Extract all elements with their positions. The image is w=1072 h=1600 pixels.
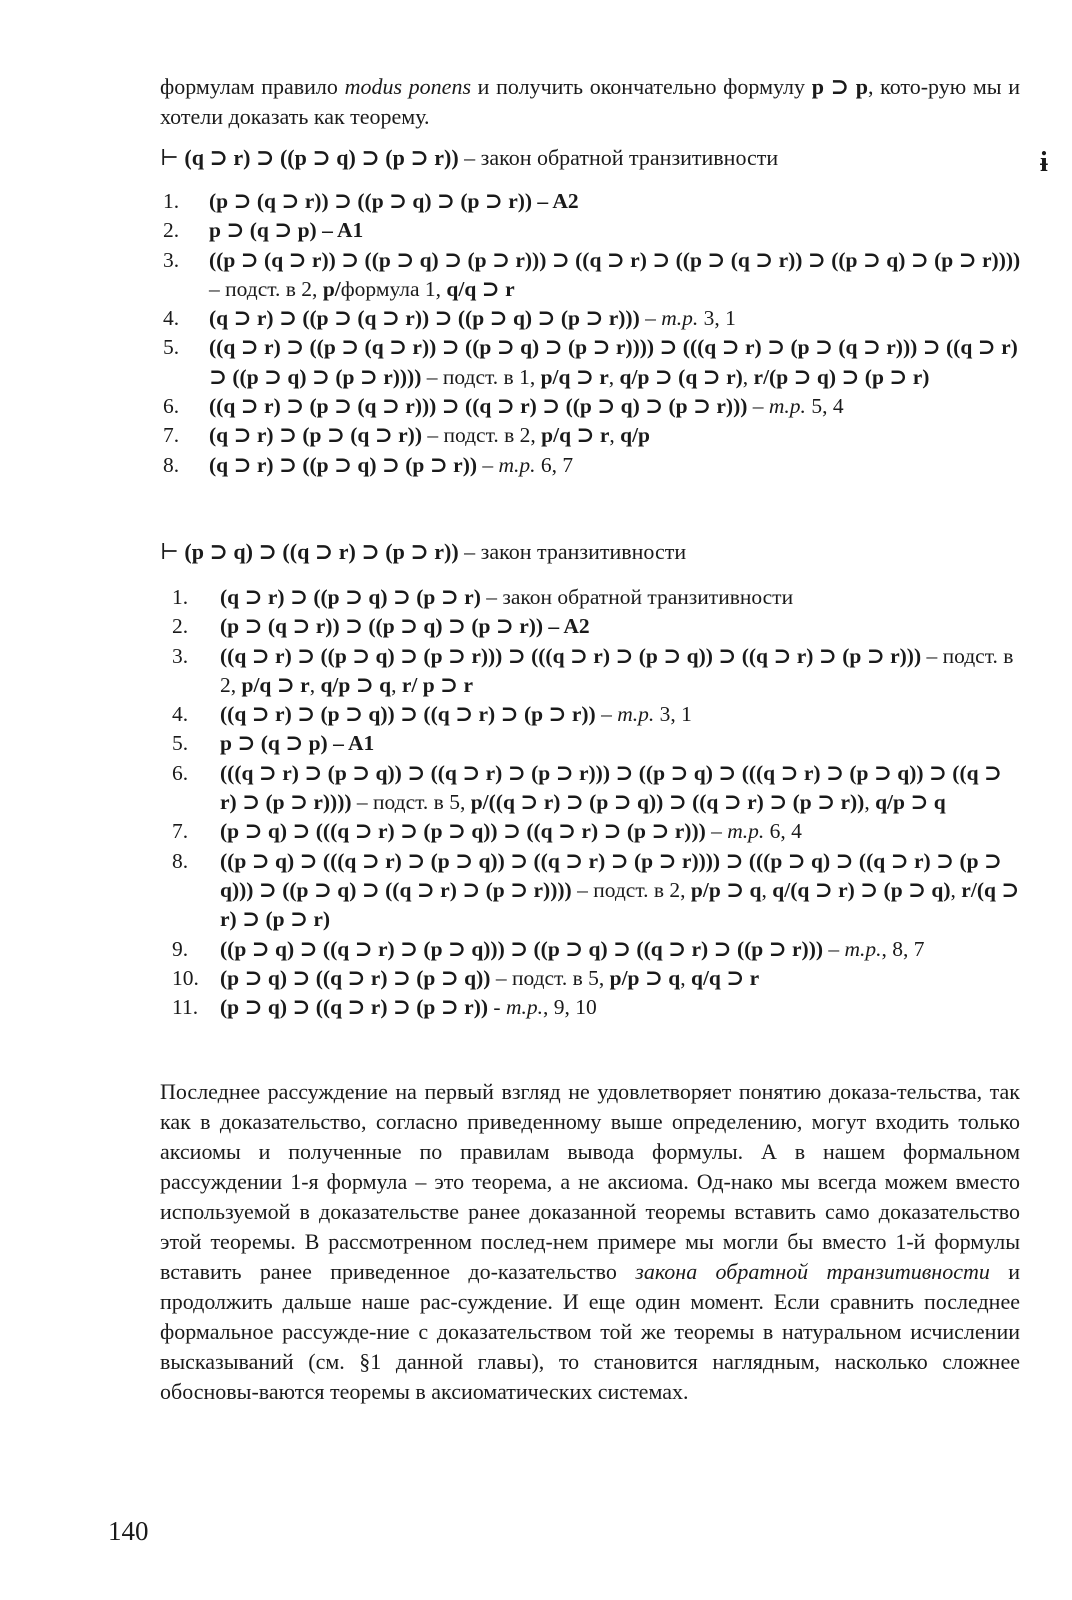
text-run: , 9, 10 (542, 995, 597, 1020)
step-formula (220, 993, 1020, 1022)
formula-text: p ⊃ (q ⊃ p) – A1 (220, 731, 375, 756)
step-formula (220, 612, 1020, 641)
step-number: 8. (172, 848, 189, 873)
formula-text: p/q ⊃ r (541, 423, 610, 448)
proof-step (163, 304, 1023, 333)
step-number: 7. (172, 819, 189, 844)
step-formula (209, 451, 1021, 480)
italic-text: m.p. (844, 936, 882, 961)
proof-step (163, 392, 1023, 421)
text-run: – (752, 394, 769, 419)
step-formula (220, 847, 1020, 935)
text-run: – подст. в 2, (209, 276, 323, 301)
text-run: , (609, 423, 621, 448)
page-number: 140 (108, 1516, 149, 1546)
formula-text: ((q ⊃ r) ⊃ ((p ⊃ (q ⊃ r)) ⊃ ((p ⊃ q) ⊃ (p ⊃ r)))) ⊃ (((q ⊃ r) ⊃ (p ⊃ (q ⊃ r))) ⊃ ((q ⊃ r) ⊃ ((p ⊃ q) ⊃ (p ⊃ r)))) (209, 335, 1018, 389)
formula-text: q/p (620, 423, 651, 448)
formula-text: r/ p ⊃ r (401, 672, 473, 697)
text-run: , (761, 877, 773, 902)
text-run: – (645, 306, 662, 331)
formula-text: p/q ⊃ r (540, 364, 609, 389)
step-formula (209, 304, 1021, 333)
text-run: – закон обратной транзитивности (486, 585, 794, 609)
step-number: 11. (172, 995, 199, 1020)
step-number: 2. (172, 614, 189, 639)
text-run: ⊢ (160, 145, 185, 170)
italic-text: m.p. (768, 394, 806, 419)
formula-text: ((p ⊃ (q ⊃ r)) ⊃ ((p ⊃ q) ⊃ (p ⊃ r))) ⊃ ((q ⊃ r) ⊃ ((p ⊃ (q ⊃ r)) ⊃ ((p ⊃ q) ⊃ (p ⊃ r)))) (209, 247, 1021, 272)
text-run: , (950, 877, 962, 902)
proof-step (163, 421, 1023, 450)
formula-text: q/p ⊃ (q ⊃ r) (619, 364, 743, 389)
formula-text: r/(p ⊃ q) ⊃ (p ⊃ r) (753, 364, 930, 389)
step-formula (220, 729, 1020, 758)
step-number: 10. (172, 965, 199, 990)
text-run: ⊢ (160, 539, 185, 564)
text-run: – подст. в 1, (426, 364, 541, 389)
formula-text: q/p ⊃ q (320, 672, 392, 697)
formula-text: (((q ⊃ r) ⊃ (p ⊃ q)) ⊃ ((q ⊃ r) ⊃ (p ⊃ r))) ⊃ ((p ⊃ q) ⊃ (((q ⊃ r) ⊃ (p ⊃ q)) ⊃ ((q ⊃ r) ⊃ (p ⊃ r)))) (220, 760, 1002, 815)
proof-step (172, 964, 1032, 993)
text-run: 5, 4 (805, 394, 844, 419)
text-run: – подст. в 2, (577, 877, 691, 902)
step-number: 5. (172, 731, 189, 756)
text-run: – подст. в 2, (427, 423, 542, 448)
formula-text: p ⊃ (q ⊃ p) – A1 (209, 218, 364, 243)
text-run: – (601, 702, 618, 727)
text-run: , (391, 672, 402, 697)
step-formula (220, 642, 1020, 701)
text-run: 3, 1 (654, 702, 692, 727)
step-formula (220, 700, 1020, 729)
step-number: 2. (163, 218, 180, 243)
text-run: – закон транзитивности (458, 539, 687, 564)
formula-text: p/((q ⊃ r) ⊃ (p ⊃ q)) ⊃ ((q ⊃ r) ⊃ (p ⊃ r)) (470, 790, 865, 815)
step-formula (220, 935, 1020, 964)
proof-list-transitivity (172, 583, 1032, 1022)
step-number: 5. (163, 335, 180, 360)
formula-text: (p ⊃ q) ⊃ ((q ⊃ r) ⊃ (p ⊃ q)) (220, 965, 496, 990)
formula-text: (q ⊃ r) ⊃ ((p ⊃ (q ⊃ r)) ⊃ ((p ⊃ q) ⊃ (p ⊃ r))) (209, 306, 646, 331)
formula-text: (p ⊃ (q ⊃ r)) ⊃ ((p ⊃ q) ⊃ (p ⊃ r)) – A2 (220, 614, 590, 639)
step-number: 1. (172, 585, 189, 609)
formula-text: p/ (322, 276, 341, 301)
step-number: 3. (172, 643, 189, 668)
text-run: – подст. в 5, (495, 965, 610, 990)
step-number: 1. (163, 189, 180, 213)
text-run: – (828, 936, 845, 961)
formula-text: p ⊃ p (811, 74, 868, 99)
step-formula (220, 817, 1020, 846)
formula-text: (p ⊃ q) ⊃ ((q ⊃ r) ⊃ (p ⊃ r)) (220, 995, 494, 1020)
formula-text: (p ⊃ q) ⊃ ((q ⊃ r) ⊃ (p ⊃ r)) (184, 539, 459, 564)
proof-step (172, 729, 1032, 758)
formula-text: ((q ⊃ r) ⊃ (p ⊃ q)) ⊃ ((q ⊃ r) ⊃ (p ⊃ r)) (220, 702, 602, 727)
text-run: , (608, 364, 620, 389)
formula-text: q/q ⊃ r (691, 965, 760, 990)
text-run: 3, 1 (698, 306, 736, 331)
text-run: – (482, 452, 499, 477)
text-run: формула 1, (340, 276, 447, 301)
text-run: , (864, 790, 876, 815)
proof-step (163, 451, 1023, 480)
formula-text: ((q ⊃ r) ⊃ ((p ⊃ q) ⊃ (p ⊃ r))) ⊃ (((q ⊃ r) ⊃ (p ⊃ q)) ⊃ ((q ⊃ r) ⊃ (p ⊃ r))) (220, 643, 927, 668)
proof-step (172, 700, 1032, 729)
formula-text: ((p ⊃ q) ⊃ ((q ⊃ r) ⊃ (p ⊃ q))) ⊃ ((p ⊃ q) ⊃ ((q ⊃ r) ⊃ ((p ⊃ r))) (220, 936, 829, 961)
step-number: 6. (163, 394, 180, 419)
step-formula (220, 964, 1020, 993)
step-number: 3. (163, 247, 180, 272)
step-number: 9. (172, 936, 189, 961)
proof-step (163, 216, 1023, 245)
formula-text: p/p ⊃ q (690, 877, 762, 902)
text-run: , (309, 672, 321, 697)
text-run: , (680, 965, 691, 990)
proof-step (172, 612, 1032, 641)
formula-text: (q ⊃ r) ⊃ ((p ⊃ q) ⊃ (p ⊃ r)) (209, 452, 483, 477)
formula-text: r/(q ⊃ r) ⊃ (p ⊃ r) (220, 877, 1020, 932)
intro-paragraph (160, 72, 1020, 132)
text-run: – подст. в 5, (356, 790, 471, 815)
italic-text: m.p. (727, 819, 765, 844)
formula-text: ((q ⊃ r) ⊃ (p ⊃ (q ⊃ r))) ⊃ ((q ⊃ r) ⊃ ((p ⊃ q) ⊃ (p ⊃ r))) (209, 394, 753, 419)
step-number: 4. (163, 306, 180, 331)
step-number: 4. (172, 702, 189, 727)
formula-text: (p ⊃ (q ⊃ r)) ⊃ ((p ⊃ q) ⊃ (p ⊃ r)) – A2 (209, 189, 579, 213)
formula-text: p/p ⊃ q (609, 965, 681, 990)
proof-step (163, 333, 1023, 392)
proof-step (163, 187, 1023, 216)
step-number: 7. (163, 423, 180, 448)
step-formula (209, 216, 1021, 245)
formula-text: ((p ⊃ q) ⊃ (((q ⊃ r) ⊃ (p ⊃ q)) ⊃ ((q ⊃ r) ⊃ (p ⊃ r)))) ⊃ (((p ⊃ q) ⊃ ((q ⊃ r) ⊃ (p ⊃ q))) ⊃ ((p ⊃ q) ⊃ ((q ⊃ r) ⊃ (p ⊃ r)))) (220, 848, 1002, 902)
formula-text: q/p ⊃ q (875, 790, 946, 815)
italic-text: m.p. (617, 702, 655, 727)
text-run: и продолжить дальше наше рас-суждение. И еще один момент. Если сравнить последнее формальное рассужде-ние с доказательством той же теоремы в натуральном исчислении высказываний (см. §1 данной главы), то становится наглядным, насколько сложнее обосновы-ваются теоремы в аксиоматических системах. (160, 1259, 1020, 1404)
formula-text: p/q ⊃ r (241, 672, 310, 697)
italic-text: m.p. (505, 995, 543, 1020)
step-formula (209, 421, 1021, 450)
formula-text: (p ⊃ q) ⊃ (((q ⊃ r) ⊃ (p ⊃ q)) ⊃ ((q ⊃ r) ⊃ (p ⊃ r))) (220, 819, 712, 844)
step-number: 8. (163, 452, 180, 477)
formula-text: q/(q ⊃ r) ⊃ (p ⊃ q) (772, 877, 951, 902)
theorem-reverse-transitivity (160, 143, 1020, 173)
conclusion-paragraph (160, 1077, 1020, 1407)
text-run: – подст. в 2, (220, 643, 1014, 697)
text-run: , (742, 364, 754, 389)
formula-text: q/q ⊃ r (446, 276, 515, 301)
proof-step (172, 935, 1032, 964)
proof-step (172, 847, 1032, 935)
proof-step (172, 993, 1032, 1022)
step-formula (209, 187, 1021, 216)
italic-text: modus ponens (344, 74, 472, 99)
text-run: – закон обратной транзитивности (458, 145, 779, 170)
formula-text: (q ⊃ r) ⊃ ((p ⊃ q) ⊃ (p ⊃ r) (220, 585, 487, 609)
proof-step (172, 759, 1032, 818)
step-formula (220, 583, 1020, 612)
italic-text: m.p. (498, 452, 536, 477)
text-run: – (711, 819, 728, 844)
margin-mark: ɨ (1040, 148, 1048, 178)
formula-text: (q ⊃ r) ⊃ (p ⊃ (q ⊃ r)) (209, 423, 428, 448)
step-formula (209, 246, 1021, 305)
text-run: 6, 4 (764, 819, 802, 844)
step-formula (220, 759, 1020, 818)
formula-text: (q ⊃ r) ⊃ ((p ⊃ q) ⊃ (p ⊃ r)) (184, 145, 459, 170)
proof-step (163, 246, 1023, 305)
step-formula (209, 333, 1021, 392)
step-number: 6. (172, 760, 189, 785)
text-run: Последнее рассуждение на первый взгляд не удовлетворяет понятию доказа-тельства, так как в доказательство, согласно приведенному выше определению, могут входить только аксиомы и полученные по правилам вывода формулы. А в нашем формальном рассуждении 1-я формула – это теорема, а не аксиома. Од-нако мы всегда можем вместо используемой в доказательстве ранее доказанной теоремы вставить само доказательство этой теоремы. В рассмотренном послед-нем примере мы могли бы вместо 1-й формулы вставить ранее приведенное до-казательство (160, 1079, 1020, 1284)
step-formula (209, 392, 1021, 421)
text-run: и получить окончательно формулу (471, 74, 812, 99)
proof-list-reverse-transitivity (163, 187, 1023, 480)
text-run: , кото-рую мы и хотели доказать как теорему. (160, 74, 1021, 129)
proof-step (172, 642, 1032, 701)
italic-text: закона обратной транзитивности (635, 1259, 990, 1284)
text-run: , 8, 7 (881, 936, 925, 961)
proof-step (172, 817, 1032, 846)
text-run: - (493, 995, 506, 1020)
text-run: 6, 7 (535, 452, 574, 477)
proof-step (172, 583, 1032, 612)
text-run: формулам правило (160, 74, 345, 99)
theorem-transitivity (160, 537, 1020, 567)
italic-text: m.p. (661, 306, 699, 331)
